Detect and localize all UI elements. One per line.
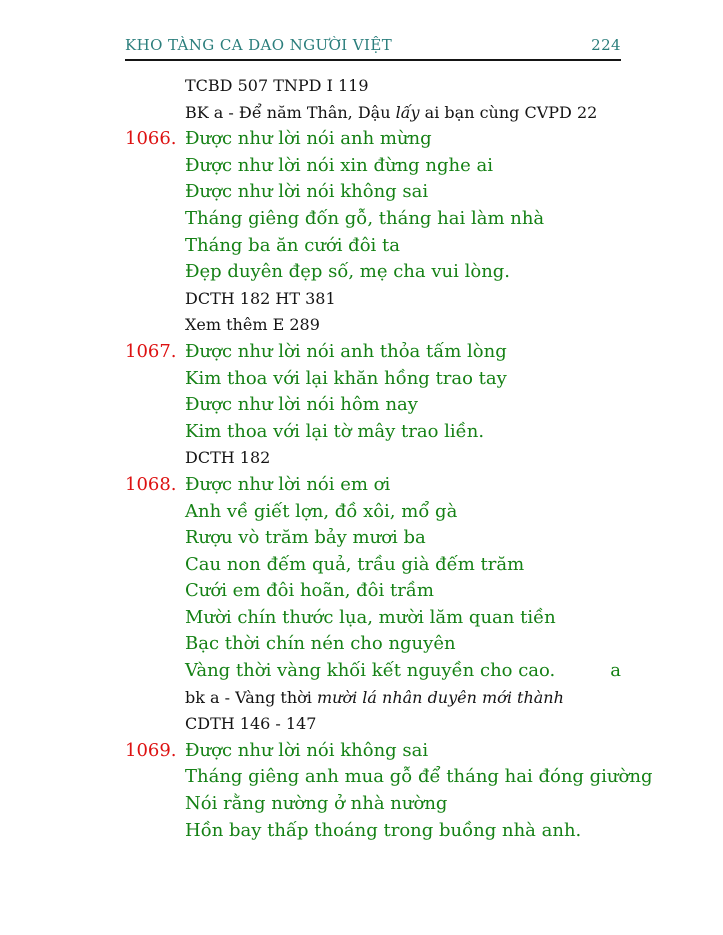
line-text: Được như lời nói em ơi — [185, 473, 391, 495]
verse-line — [125, 153, 621, 180]
line-text: BK a - Để năm Thân, Dậu lấy ai bạn cùng CVPD 22 — [185, 102, 598, 122]
verse-line — [125, 791, 621, 818]
reference-line — [125, 286, 621, 313]
verse-number: 1066. — [125, 128, 177, 150]
line-text: Mười chín thước lụa, mười lăm quan tiền — [185, 606, 556, 628]
verse-line — [125, 818, 621, 845]
line-text: Được như lời nói không sai — [185, 739, 429, 761]
verse-line — [125, 552, 621, 579]
verse-line — [125, 206, 621, 233]
verse-line — [125, 631, 621, 658]
reference-line — [125, 685, 621, 712]
line-text: Được như lời nói anh thỏa tấm lòng — [185, 340, 507, 362]
line-text: DCTH 182 — [185, 448, 271, 468]
line-text: Được như lời nói không sai — [185, 181, 429, 203]
verse-line — [125, 392, 621, 419]
line-text: Được như lời nói xin đừng nghe ai — [185, 154, 493, 176]
line-text: TCBD 507 TNPD I 119 — [185, 76, 369, 95]
line-text: DCTH 182 HT 381 — [185, 288, 336, 308]
line-text: Kim thoa với lại tờ mây trao liền. — [185, 420, 485, 442]
line-text: Xem thêm E 289 — [185, 315, 320, 335]
verse-line — [125, 499, 621, 526]
verse-line — [125, 419, 621, 446]
book-title: KHO TÀNG CA DAO NGƯỜI VIỆT — [125, 36, 393, 54]
line-text: Hồn bay thấp thoáng trong buồng nhà anh. — [185, 819, 582, 841]
reference-line — [125, 711, 621, 738]
verse-line — [125, 259, 621, 286]
reference-line — [125, 73, 621, 100]
line-text: Được như lời nói anh mừng — [185, 128, 432, 150]
line-text: Tháng giêng đốn gỗ, tháng hai làm nhà — [185, 207, 545, 229]
verse-line — [125, 525, 621, 552]
line-text: Vàng thời vàng khối kết nguyền cho cao. — [185, 660, 556, 682]
line-text: Tháng giêng anh mua gỗ để tháng hai đóng giường — [185, 766, 653, 788]
verse-line — [125, 764, 653, 791]
verse-number: 1068. — [125, 473, 177, 495]
line-text: Rượu vò trăm bảy mươi ba — [185, 527, 426, 549]
verse-line — [125, 605, 621, 632]
reference-line — [125, 100, 621, 127]
content-lines — [125, 73, 653, 844]
line-text: CDTH 146 - 147 — [185, 714, 317, 734]
verse-number: 1069. — [125, 739, 177, 761]
line-text: Kim thoa với lại khăn hồng trao tay — [185, 367, 507, 389]
verse-line — [125, 658, 621, 685]
line-text: Đẹp duyên đẹp số, mẹ cha vui lòng. — [185, 261, 511, 283]
verse-line — [125, 738, 621, 765]
line-text: Được như lời nói hôm nay — [185, 394, 418, 416]
verse-line — [125, 126, 621, 153]
verse-line — [125, 366, 621, 393]
verse-line — [125, 233, 621, 260]
verse-number: 1067. — [125, 340, 177, 362]
margin-note: a — [610, 660, 621, 682]
line-text: bk a - Vàng thời mười lá nhân duyên mới thành — [185, 687, 564, 707]
verse-line — [125, 472, 621, 499]
reference-line — [125, 312, 621, 339]
line-text: Cưới em đôi hoãn, đôi trầm — [185, 580, 434, 602]
verse-line — [125, 179, 621, 206]
reference-line — [125, 445, 621, 472]
page-header — [125, 36, 621, 61]
verse-line — [125, 578, 621, 605]
page-number: 224 — [591, 36, 621, 54]
verse-line — [125, 339, 621, 366]
line-text: Bạc thời chín nén cho nguyên — [185, 633, 456, 655]
line-text: Tháng ba ăn cưới đôi ta — [185, 234, 400, 256]
line-text: Cau non đếm quả, trầu già đếm trăm — [185, 553, 525, 575]
line-text: Anh về giết lợn, đồ xôi, mổ gà — [185, 500, 458, 522]
line-text: Nói rằng nường ở nhà nường — [185, 793, 448, 815]
